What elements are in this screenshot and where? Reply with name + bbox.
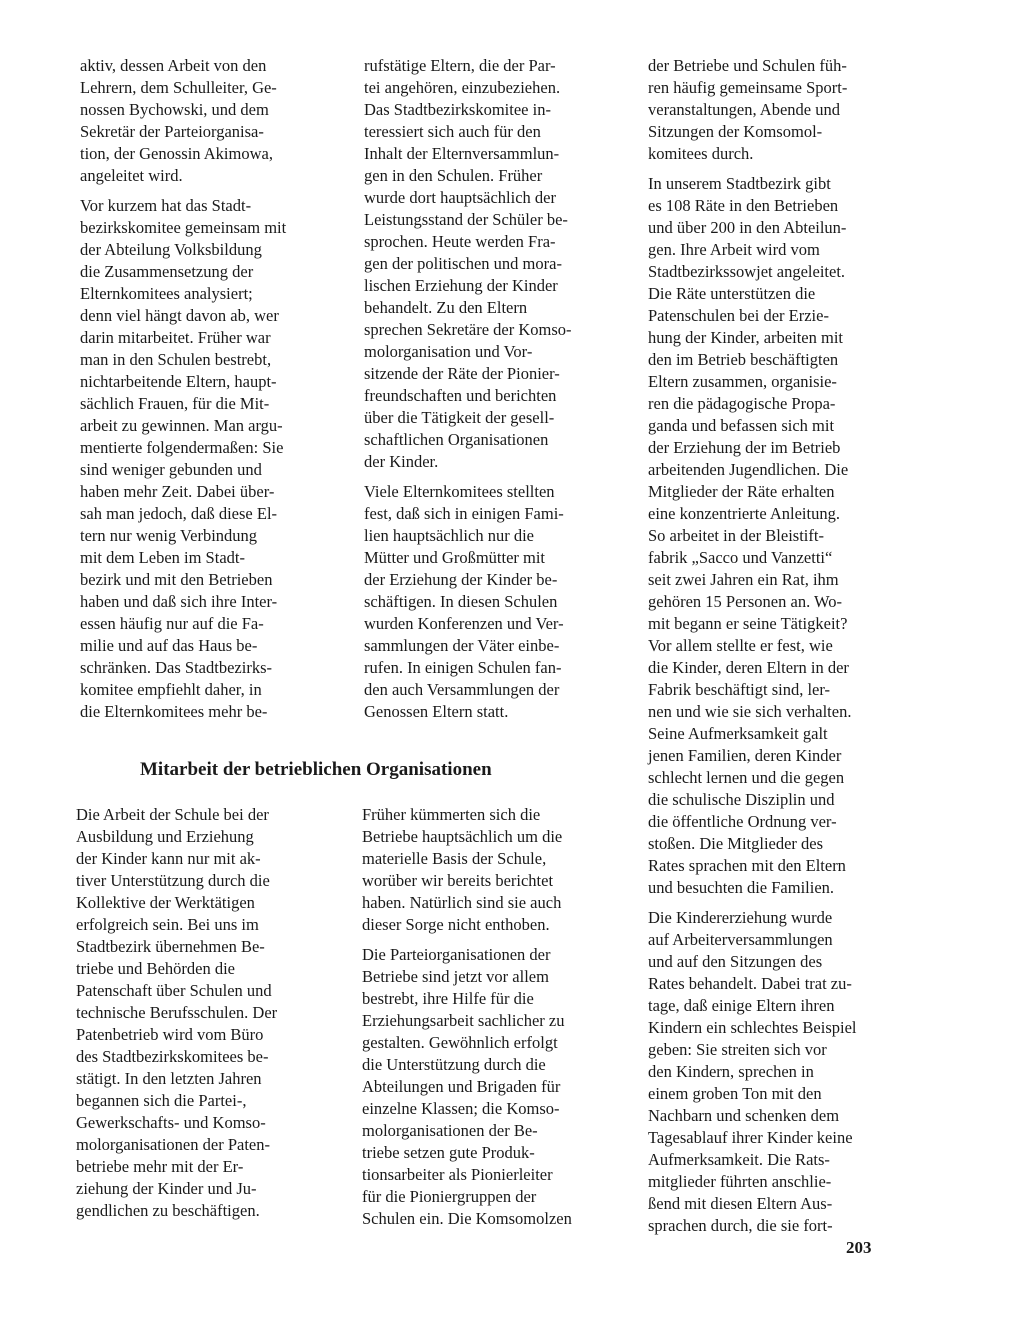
paragraph: aktiv, dessen Arbeit von den Lehrern, dem Schulleiter, Ge- nossen Bychowski, und dem Sekretär der Parteiorganisa- tion, der Genossin Akimowa, angeleitet wird. — [80, 56, 277, 185]
paragraph: Die Kindererziehung wurde auf Arbeiterversammlungen und auf den Sitzungen des Rates behandelt. Dabei trat zu- tage, daß einige Eltern ihren Kindern ein schlechtes Beispiel geben: Sie streiten sich vor den Kindern, sprechen in einem groben Ton mit den Nachbarn und schenken dem Tagesablauf ihrer Kinder keine Aufmerksamkeit. Die Rats- mitglieder führten anschlie- ßend mit diesen Eltern Aus- sprachen durch, die sie fort- — [648, 908, 857, 1235]
paragraph: Die Arbeit der Schule bei der Ausbildung und Erziehung der Kinder kann nur mit ak- tiver Unterstützung durch die Kollektive der Werktätigen erfolgreich sein. Bei uns im Stadtbezirk übernehmen Be- triebe und Behörden die Patenschaft über Schulen und technische Berufsschulen. Der Patenbetrieb wird vom Büro des Stadtbezirkskomitees be- stätigt. In den letzten Jahren begannen sich die Partei-, Gewerkschafts- und Komso- molorganisationen der Paten- betriebe mehr mit der Er- ziehung der Kinder und Ju- gendlichen zu beschäftigen. — [76, 805, 278, 1220]
column-2-bottom — [362, 804, 622, 1238]
section-heading: Mitarbeit der betrieblichen Organisationen — [140, 759, 492, 780]
column-1-top — [80, 55, 338, 731]
column-2-top — [364, 55, 622, 731]
column-3 — [648, 55, 906, 1245]
paragraph: der Betriebe und Schulen füh- ren häufig gemeinsame Sport- veranstaltungen, Abende und Sitzungen der Komsomol- komitees durch. — [648, 56, 848, 163]
paragraph: Viele Elternkomitees stellten fest, daß sich in einigen Fami- lien hauptsächlich nur die Mütter und Großmütter mit der Erziehung der Kinder be- schäftigen. In diesen Schulen wurden Konferenzen und Ver- sammlungen der Väter einbe- rufen. In einigen Schulen fan- den auch Versammlungen der Genossen Eltern statt. — [364, 482, 564, 721]
paragraph: Früher kümmerten sich die Betriebe hauptsächlich um die materielle Basis der Schule, worüber wir bereits berichtet haben. Natürlich sind sie auch dieser Sorge nicht enthoben. — [362, 805, 563, 934]
page-number: 203 — [846, 1238, 872, 1257]
paragraph: Vor kurzem hat das Stadt- bezirkskomitee gemeinsam mit der Abteilung Volksbildung die Zusammensetzung der Elternkomitees analysiert; denn viel hängt davon ab, wer darin mitarbeitet. Früher war man in den Schulen bestrebt, nichtarbeitende Eltern, haupt- sächlich Frauen, für die Mit- arbeit zu gewinnen. Man argu- mentierte folgendermaßen: Sie sind weniger gebunden und haben mehr Zeit. Dabei über- sah man jedoch, daß diese El- tern nur wenig Verbindung mit dem Leben im Stadt- bezirk und mit den Betrieben haben und daß sich ihre Inter- essen häufig nur auf die Fa- milie und auf das Haus be- schränken. Das Stadtbezirks- komitee empfiehlt daher, in die Elternkomitees mehr be- — [80, 196, 287, 721]
paragraph: In unserem Stadtbezirk gibt es 108 Räte in den Betrieben und über 200 in den Abteilun- gen. Ihre Arbeit wird vom Stadtbezirkssowjet angeleitet. Die Räte unterstützen die Patenschulen bei der Erzie- hung der Kinder, arbeiten mit den im Betrieb beschäftigten Eltern zusammen, organisie- ren die pädagogische Propa- ganda und befassen sich mit der Erziehung der im Betrieb arbeitenden Jugendlichen. Die Mitglieder der Räte erhalten eine konzentrierte Anleitung. So arbeitet in der Bleistift- fabrik „Sacco und Vanzetti“ seit zwei Jahren ein Rat, ihm gehören 15 Personen an. Wo- mit begann er seine Tätigkeit? Vor allem stellte er fest, wie die Kinder, deren Eltern in der Fabrik beschäftigt sind, ler- nen und wie sie sich verhalten. Seine Aufmerksamkeit galt jenen Familien, deren Kinder schlecht lernen und die gegen die schulische Disziplin und die öffentliche Ordnung ver- stoßen. Die Mitglieder des Rates sprachen mit den Eltern und besuchten die Familien. — [648, 174, 852, 897]
paragraph: Die Parteiorganisationen der Betriebe sind jetzt vor allem bestrebt, ihre Hilfe für die Erziehungsarbeit sachlicher zu gestalten. Gewöhnlich erfolgt die Unterstützung durch die Abteilungen und Brigaden für einzelne Klassen; die Komso- molorganisationen der Be- triebe setzen gute Produk- tionsarbeiter als Pionierleiter für die Pioniergruppen der Schulen ein. Die Komsomolzen — [362, 945, 572, 1228]
column-1-bottom — [76, 804, 334, 1230]
paragraph: rufstätige Eltern, die der Par- tei angehören, einzubeziehen. Das Stadtbezirkskomitee in- teressiert sich auch für den Inhalt der Elternversammlun- gen in den Schulen. Früher wurde dort hauptsächlich der Leistungsstand der Schüler be- sprochen. Heute werden Fra- gen der politischen und mora- lischen Erziehung der Kinder behandelt. Zu den Eltern sprechen Sekretäre der Komso- molorganisation und Vor- sitzende der Räte der Pionier- freundschaften und berichten über die Tätigkeit der gesell- schaftlichen Organisationen der Kinder. — [364, 56, 572, 471]
